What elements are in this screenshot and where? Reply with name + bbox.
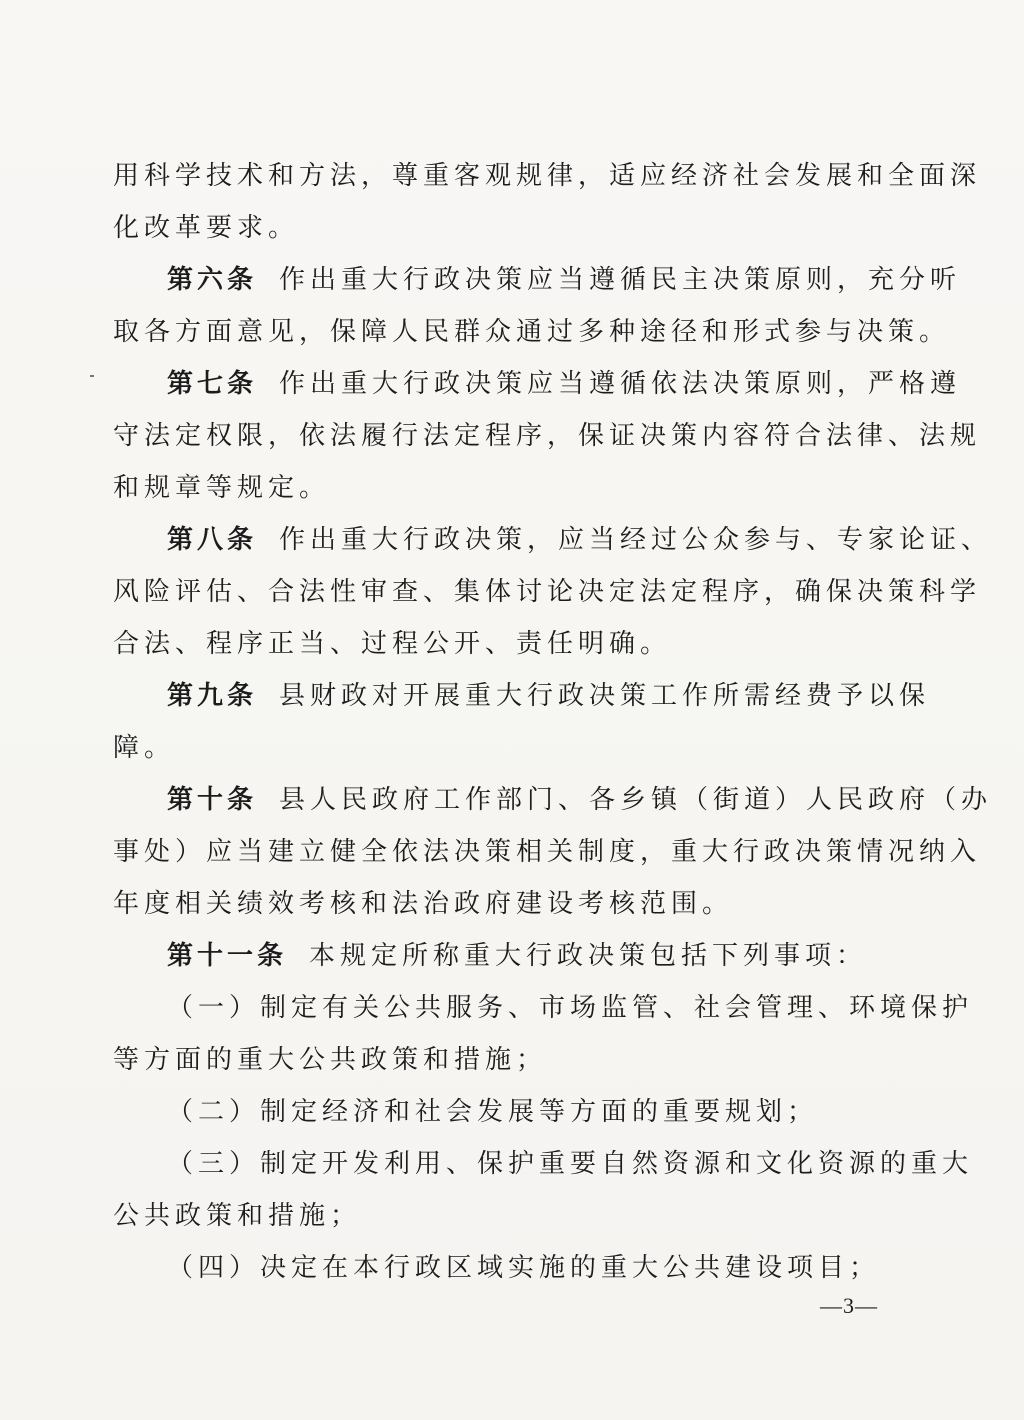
text-line: 用科学技术和方法，尊重客观规律，适应经济社会发展和全面深 [113,161,982,191]
article-heading: 第六条 [167,265,258,295]
text-line: 年度相关绩效考核和法治政府建设考核范围。 [113,889,734,919]
text-line: 风险评估、合法性审查、集体讨论决定法定程序，确保决策科学 [113,577,982,607]
article-heading: 第十条 [167,785,258,815]
article-line [113,774,993,826]
article-text: 县人民政府工作部门、各乡镇（街道）人民政府（办 [279,785,993,815]
article-heading: 第八条 [167,525,258,555]
article-text: 县财政对开展重大行政决策工作所需经费予以保 [279,681,931,711]
text-line: 事处）应当建立健全依法决策相关制度，重大行政决策情况纳入 [113,837,982,867]
article-heading: 第十一条 [167,941,288,971]
article-line [113,514,993,566]
article-line [113,670,931,722]
text-line: 和规章等规定。 [113,473,331,503]
article-line [113,358,962,410]
article-text: 作出重大行政决策应当遵循民主决策原则，充分听 [279,265,962,295]
article-text: 作出重大行政决策应当遵循依法决策原则，严格遵 [279,369,962,399]
article-text: 本规定所称重大行政决策包括下列事项： [309,941,868,971]
text-line: 等方面的重大公共政策和措施； [113,1045,548,1075]
text-line: 守法定权限，依法履行法定程序，保证决策内容符合法律、法规 [113,421,982,451]
list-item-line: （二）制定经济和社会发展等方面的重要规划； [167,1097,819,1127]
list-item-line: （四）决定在本行政区域实施的重大公共建设项目； [167,1253,881,1283]
document-body [113,150,993,1294]
list-item-line: （三）制定开发利用、保护重要自然资源和文化资源的重大 [167,1149,974,1179]
scan-speck [90,375,94,377]
article-heading: 第九条 [167,681,258,711]
list-item-line: （一）制定有关公共服务、市场监管、社会管理、环境保护 [167,993,974,1023]
article-heading: 第七条 [167,369,258,399]
text-line: 化改革要求。 [113,213,300,243]
text-line: 障。 [113,733,176,763]
article-line [113,930,883,982]
article-text: 作出重大行政决策，应当经过公众参与、专家论证、 [279,525,993,555]
text-line: 公共政策和措施； [113,1201,362,1231]
text-line: 取各方面意见，保障人民群众通过多种途径和形式参与决策。 [113,317,951,347]
article-line [113,254,962,306]
page-number: —3— [820,1293,878,1318]
text-line: 合法、程序正当、过程公开、责任明确。 [113,629,672,659]
